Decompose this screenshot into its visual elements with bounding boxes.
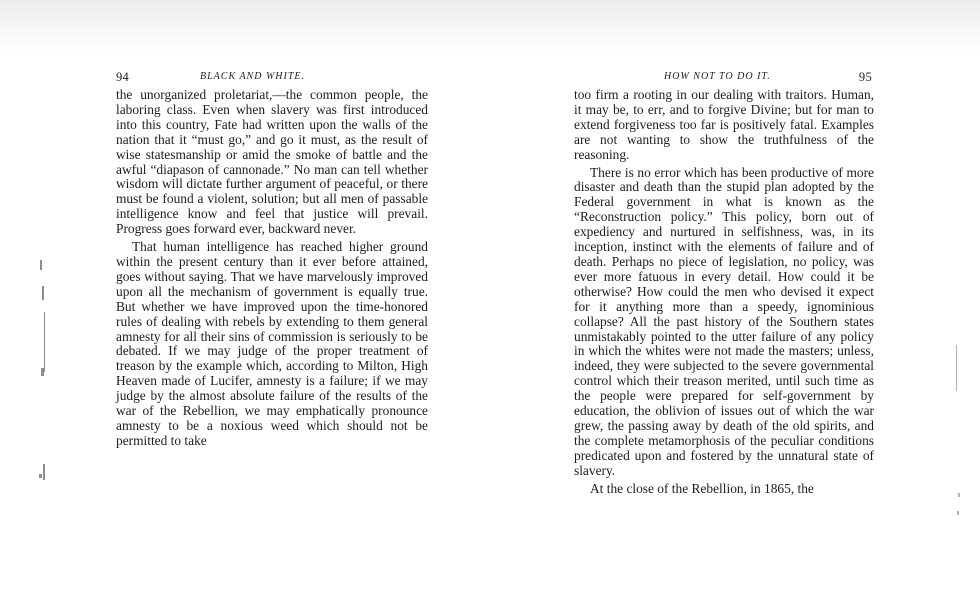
right-page <box>574 68 874 496</box>
right-running-head <box>574 68 874 88</box>
left-paragraph-1: the unorganized proletariat,—the common people, the laboring class. Even when slavery was first introduced into this country, Fate had written upon the walls of the nation that it “must go,” and go it must, as the result of wise statesmanship or amid the smoke of battle and the awful “diapason of cannonade.” No man can tell whether wisdom will dictate further argument of peaceful, or there must be found a violent, solution; but all men of passable intelligence know and feel that justice will prevail. Progress goes forward ever, backward never. <box>116 87 428 237</box>
scan-shading <box>0 0 980 52</box>
right-running-title: HOW NOT TO DO IT. <box>664 71 771 82</box>
right-paragraph-1: too firm a rooting in our dealing with traitors. Human, it may be, to err, and to forgive Divine; but for man to extend forgiveness too far is positively fatal. Examples are not wanting to show the truthfulness of the reasoning. <box>574 87 874 162</box>
left-page-number: 94 <box>116 70 130 84</box>
left-paragraph-2: That human intelligence has reached higher ground within the present century than it ever before attained, goes without saying. That we have marvelously improved upon all the mechanism of government is equally true. But whether we have improved upon the time-honored rules of dealing with rebels by extending to them general amnesty for all their sins of commission is seriously to be debated. If we may judge of the proper treatment of treason by the example which, according to Milton, High Heaven made of Lucifer, amnesty is a failure; if we may judge by the almost absolute failure of the results of the war of the Rebellion, we may emphatically pronounce amnesty to be a noxious weed which should not be permitted to take <box>116 239 428 448</box>
right-paragraph-3: At the close of the Rebellion, in 1865, the <box>590 480 814 496</box>
left-body-text <box>116 88 428 449</box>
gutter-scan-marks <box>28 250 56 510</box>
right-paragraph-2: There is no error which has been productive of more disaster and death than the stupid plan adopted by the Federal government in what is known as the “Reconstruction policy.” This policy, born out of expediency and nurtured in selfishness, was, in its inception, instinct with the elements of failure and of death. Perhaps no piece of legislation, no policy, was ever more fatuous in every detail. How could it be otherwise? How could the men who devised it expect for it anything more than a speedy, ignominious collapse? All the past history of the Southern states unmistakably pointed to the utter failure of any policy in which the whites were not made the masters; unless, indeed, they were subjected to the severe governmental control which their treason merited, until such time as the people were prepared for self-government by education, the oblivion of issues out of which the war grew, the passing away by death of the old spirits, and the complete metamorphosis of the peculiar conditions predicated upon and fostered by the unnatural state of slavery. <box>574 164 874 478</box>
left-page <box>116 68 428 449</box>
left-running-head <box>116 68 428 88</box>
left-running-title: BLACK AND WHITE. <box>200 71 305 82</box>
right-page-number: 95 <box>858 70 872 84</box>
right-edge-scan-marks <box>940 345 970 525</box>
right-body-text <box>574 88 874 496</box>
